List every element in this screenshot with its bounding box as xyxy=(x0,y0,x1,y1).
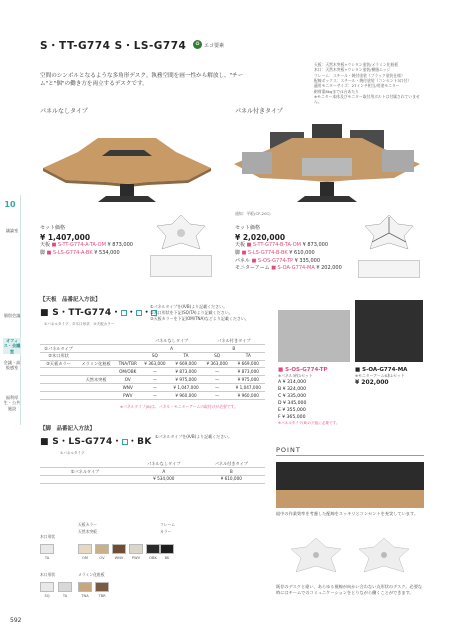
wood-swatch-pwv xyxy=(129,544,143,554)
frame-color-label: カラー xyxy=(160,529,172,534)
price-cell: ¥ 873,000 xyxy=(169,368,202,376)
product-code: ■ S-TT-G774-A-TA-OM xyxy=(51,242,106,249)
top-code-text: ■ S・TT-G774・ xyxy=(40,308,121,318)
table-header-row xyxy=(40,352,265,360)
panel-with-label: パネル付きタイプ xyxy=(235,108,283,115)
row-type: 天然木突板 xyxy=(77,376,115,384)
plan-diagram-panel-none xyxy=(150,212,212,252)
price-label: F xyxy=(278,415,281,421)
table-header-row xyxy=(40,467,265,475)
price-value: ¥ 202,000 xyxy=(316,265,342,272)
price-value: ¥ 534,000 xyxy=(94,249,120,256)
swatch-item xyxy=(40,582,54,599)
arm-product-image xyxy=(355,300,423,362)
point-text-1: 組中の作業効率を考慮した配線をスッキリとコンセントを充実しています。 xyxy=(276,511,419,516)
sidebar-item-label[interactable]: 福利厚生・公共施設 xyxy=(3,395,21,411)
top-color-label: 天板カラー xyxy=(78,522,97,527)
price-row xyxy=(278,386,340,393)
header-label: ②木口形状 xyxy=(40,352,77,360)
arm-product-info xyxy=(355,367,407,386)
header-label: ①パネルタイプ xyxy=(40,467,130,475)
point-image-2 xyxy=(276,530,424,580)
table-row xyxy=(40,376,265,384)
price-row xyxy=(278,379,340,386)
sub-label: ①パネルタイプ xyxy=(44,322,69,326)
ab-header: B xyxy=(203,344,265,352)
price-cell: ¥ 363,000 xyxy=(203,360,232,368)
sidebar-item-label[interactable]: 議論室 xyxy=(5,228,19,233)
melamine-swatch-tna xyxy=(78,582,92,592)
spec-item: 天板：天然木突板+ウレタン塗装/メラミン化粧板 xyxy=(314,62,399,67)
panel-with-caption: 通知：平板(CF-20C) xyxy=(235,211,271,216)
table-header-row xyxy=(40,337,265,344)
spec-item: 適用モニターサイズ：27インチ相当/用途モニター xyxy=(314,83,400,89)
price-value: ¥ 324,000 xyxy=(282,386,307,392)
price-row xyxy=(40,242,133,250)
spec-item: ※モニター本体及びモニター取付用ボルトは付属されていません。 xyxy=(314,93,420,105)
row-type: メラミン化粧板 xyxy=(77,360,115,368)
ab-header: B xyxy=(198,467,266,475)
price-label: 天板 xyxy=(235,242,246,249)
price-cell: — xyxy=(140,391,169,399)
plan-diagram-panel-with xyxy=(358,212,420,252)
edge-label-2: 木口形状 xyxy=(40,572,56,577)
set-price-label: セット価格 xyxy=(235,225,261,231)
swatch-item xyxy=(129,544,143,561)
code-slot-2[interactable] xyxy=(136,310,142,316)
edge-header: SQ xyxy=(203,352,232,360)
edge-swatch xyxy=(40,544,54,554)
swatch-item xyxy=(112,544,126,561)
wood-swatch-ov xyxy=(95,544,109,554)
order-note: ②木口形状を下記(SQ/TA)より記載ください。 xyxy=(150,310,233,315)
swatch-name: PWV xyxy=(131,556,141,561)
price-row xyxy=(278,400,340,407)
sidebar-item-label[interactable]: 会議・高級感室 xyxy=(3,360,21,371)
price-label: A xyxy=(278,379,282,385)
product-code: ■ S-OA-G774-MA xyxy=(271,265,315,272)
panel-product-note: ※パネルタイプ(B)の天板に必要です。 xyxy=(278,421,340,426)
price-cell: ¥ 534,000 xyxy=(130,475,198,483)
swatch-name: WNV xyxy=(114,556,124,561)
price-value: ¥ 873,000 xyxy=(107,242,133,249)
price-value: ¥ 335,000 xyxy=(282,393,307,399)
panel-product-image xyxy=(278,310,350,362)
swatch-name: TNA xyxy=(81,594,89,599)
price-cell: ¥ 669,000 xyxy=(169,360,202,368)
panel-price-list xyxy=(278,379,340,422)
price-label: パネル xyxy=(235,257,251,264)
swatch-name: TBR xyxy=(98,594,106,599)
price-label: 脚 xyxy=(40,249,46,256)
spec-list xyxy=(314,62,422,105)
edge-header: SQ xyxy=(140,352,169,360)
price-cell: — xyxy=(203,391,232,399)
set-price: ¥ 2,020,000 xyxy=(235,232,286,242)
point-divider xyxy=(276,455,424,456)
price-cell: — xyxy=(140,384,169,392)
side-view-diagram xyxy=(358,260,420,278)
arm-product-price: ¥ 202,000 xyxy=(355,378,389,386)
price-cell: ¥ 610,000 xyxy=(198,475,266,483)
price-value: ¥ 335,000 xyxy=(294,257,321,264)
sub-label: ③天板カラー xyxy=(93,322,115,326)
price-label: D xyxy=(278,400,282,406)
edge-swatch-label: TA xyxy=(44,556,50,560)
swatch-item xyxy=(146,544,160,561)
leg-code-suffix: ・BK xyxy=(127,437,152,447)
price-cell: ¥ 960,000 xyxy=(169,391,202,399)
swatch-name: OM xyxy=(82,556,88,561)
swatch-item xyxy=(95,582,109,599)
point-heading: POINT xyxy=(276,446,301,454)
price-cell: ¥ 975,000 xyxy=(169,376,202,384)
price-row xyxy=(40,250,133,258)
leg-sub-label: ①パネルタイプ xyxy=(60,451,85,455)
price-cell: ¥ 1,047,000 xyxy=(232,384,265,392)
swatch-name: OBK xyxy=(149,556,157,561)
product-code: ■ S-OS-G774-TP xyxy=(251,257,293,264)
sidebar-item-label[interactable]: 個別会議 xyxy=(3,313,21,318)
sub-label: ②木口形状 xyxy=(72,322,90,326)
product-image-panel-none xyxy=(38,118,216,206)
page-title: S・TT-G774 S・LS-G774 xyxy=(40,40,187,52)
product-code: ■ S-LS-G774-B-BK xyxy=(241,249,288,256)
row-type xyxy=(77,384,115,392)
leg-order-note: ①パネルタイプを(A/B)より記載ください。 xyxy=(155,434,233,439)
arm-product-code: ■ S-OA-G774-MA xyxy=(355,367,408,373)
table-row xyxy=(40,360,265,368)
point-image-1 xyxy=(276,462,424,508)
swatch-name: SQ xyxy=(44,594,50,599)
spec-item: 木口：天然木突板+ウレタン塗装/樹脂エッジ xyxy=(314,67,391,73)
swatch-name: BK xyxy=(164,556,170,561)
product-code: ■ S-LS-G774-A-BK xyxy=(46,249,93,256)
price-cell: ¥ 960,000 xyxy=(232,391,265,399)
table-row xyxy=(40,475,265,483)
price-label: B xyxy=(278,386,282,392)
swatch-name: OV xyxy=(99,556,105,561)
panel-none-label: パネルなしタイプ xyxy=(40,108,88,115)
row-group xyxy=(40,376,77,384)
wood-swatch-wnv xyxy=(112,544,126,554)
sidebar-item-label[interactable]: オフィス・会議室 xyxy=(3,338,21,354)
row-group: ③天板カラー xyxy=(40,360,77,368)
price-row xyxy=(278,393,340,400)
group-header: パネル付きタイプ xyxy=(203,337,265,344)
panel-product-info xyxy=(278,367,340,426)
table-row xyxy=(40,391,265,399)
spec-item: フレーム：スチール・焼付塗装（ブラック塗装仕様） xyxy=(314,72,405,78)
edge-header: TA xyxy=(169,352,202,360)
group-header: パネルなしタイプ xyxy=(130,460,198,467)
panel-none-prices xyxy=(40,225,133,258)
row-code: WNV xyxy=(115,384,140,392)
wood-swatches xyxy=(78,544,160,561)
top-order-sublabels xyxy=(44,322,114,326)
product-code: ■ S-TT-G774-B-TA-OM xyxy=(246,242,301,249)
price-cell: — xyxy=(203,376,232,384)
price-cell: — xyxy=(203,368,232,376)
eco-label: エコ要素 xyxy=(204,43,225,49)
price-cell: ¥ 363,000 xyxy=(140,360,169,368)
melamine-swatch-tbr xyxy=(95,582,109,592)
price-label: モニターアーム xyxy=(235,265,270,272)
price-cell: ¥ 1,047,000 xyxy=(169,384,202,392)
price-row xyxy=(235,265,342,273)
swatch-item xyxy=(160,544,174,561)
price-row xyxy=(235,242,342,250)
price-value: ¥ 355,000 xyxy=(282,408,306,414)
swatch-item xyxy=(78,582,92,599)
product-image-panel-with xyxy=(232,118,422,206)
price-cell: — xyxy=(140,376,169,384)
price-row xyxy=(235,250,342,258)
row-code: OV xyxy=(115,376,140,384)
swatch-item xyxy=(78,544,92,561)
order-note: ③天板カラーを下記(OM/TNA)などより記載ください。 xyxy=(150,316,249,321)
set-price: ¥ 1,407,000 xyxy=(40,232,91,242)
desk-edge-image xyxy=(276,490,424,508)
page-number: 592 xyxy=(10,617,22,624)
leg-code-text: ■ S・LS-G774・ xyxy=(40,437,122,447)
frame-swatch-bk xyxy=(160,544,174,554)
ab-header: A xyxy=(140,344,202,352)
price-value: ¥ 345,000 xyxy=(283,400,307,406)
row-group xyxy=(40,384,77,392)
wood-label: 天然木突板 xyxy=(78,529,97,534)
row-type xyxy=(77,391,115,399)
spec-item: 耐荷重8kgまで/1台あたり xyxy=(314,88,359,94)
price-value: ¥ 610,000 xyxy=(289,249,315,256)
chapter-tab[interactable]: 10 xyxy=(4,200,16,209)
row-code: OM/OBK xyxy=(115,368,140,376)
wood-swatch-obk xyxy=(146,544,160,554)
ab-header: A xyxy=(130,467,198,475)
point-text-2: 既存のデスクと違い、あらゆる視線が向かい合わない丸形状のデスク。必要な時にはチームでのコミュニケーションをとりながら働くことができます。 xyxy=(276,584,423,596)
price-cell: — xyxy=(140,368,169,376)
wood-swatch-om xyxy=(78,544,92,554)
order-note: ①パネルタイプを(A/B)より記載ください。 xyxy=(150,304,228,309)
price-value: ¥ 365,000 xyxy=(282,415,306,421)
table-row xyxy=(40,368,265,376)
edge-label: 木口形状 xyxy=(40,534,56,539)
set-price-label: セット価格 xyxy=(40,225,66,231)
price-label: 天板 xyxy=(40,242,51,249)
price-cell: ¥ 669,000 xyxy=(232,360,265,368)
top-order-heading: 【天板 品番記入方法】 xyxy=(40,297,101,303)
table-note: ※パネルタイプ(B)は、パネル・モニターアームの取付けが必要です。 xyxy=(120,404,238,409)
price-cell: — xyxy=(203,384,232,392)
price-value: ¥ 314,000 xyxy=(282,379,307,385)
leg-price-table xyxy=(40,460,265,484)
price-label: E xyxy=(278,408,281,414)
edge-swatches-2 xyxy=(40,582,72,599)
edge-header: TA xyxy=(232,352,265,360)
edge-swatch-sq xyxy=(40,582,54,592)
edge-swatch-ta xyxy=(58,582,72,592)
top-order-code: ■ S・TT-G774・ ・ ・ xyxy=(40,308,157,319)
table-row xyxy=(40,384,265,392)
swatch-area xyxy=(40,520,270,610)
price-cell: ¥ 975,000 xyxy=(232,376,265,384)
arm-product-desc: ※モニターアーム6本1セット xyxy=(355,372,405,378)
frame-label: フレーム xyxy=(160,522,176,527)
side-view-diagram xyxy=(150,255,212,277)
table-header-row xyxy=(40,460,265,467)
code-slot-1[interactable] xyxy=(121,310,127,316)
row-type xyxy=(77,368,115,376)
row-group xyxy=(40,391,77,399)
swatch-item xyxy=(58,582,72,599)
panel-product-code: ■ S-OS-G774-TP xyxy=(278,367,328,373)
table-header-row xyxy=(40,344,265,352)
leg-order-code xyxy=(40,437,152,448)
melamine-label: メラミン化粧板 xyxy=(78,572,105,577)
header-label: ①パネルタイプ xyxy=(40,344,77,352)
price-label: C xyxy=(278,393,282,399)
swatch-item xyxy=(95,544,109,561)
melamine-swatches xyxy=(78,582,109,599)
panel-with-prices xyxy=(235,225,342,273)
top-order-notes xyxy=(150,304,249,322)
eco-badge-icon: ♻ xyxy=(193,40,202,49)
price-label: 脚 xyxy=(235,249,241,256)
row-code: PWV xyxy=(115,391,140,399)
price-row xyxy=(278,407,340,414)
row-group xyxy=(40,368,77,376)
group-header: パネル付きタイプ xyxy=(198,460,266,467)
leg-order-heading: 【脚 品番記入方法】 xyxy=(40,426,96,432)
top-price-table xyxy=(40,337,265,400)
swatch-name: TA xyxy=(62,594,68,599)
group-header: パネルなしタイプ xyxy=(140,337,202,344)
spec-item: 配線ボックス：スチール・焼付塗装（コンセント3口付） xyxy=(314,77,412,83)
price-cell: ¥ 873,000 xyxy=(232,368,265,376)
panel-product-desc: ※パネル3枚1セット xyxy=(278,372,313,378)
price-value: ¥ 873,000 xyxy=(302,242,329,249)
row-code: TNA/TBR xyxy=(115,360,140,368)
intro-text: 空間のシンボルとなるような多角形デスク。執務空間を画一性から解放し、"チーム"と"個"の働き方を両立するデスクです。 xyxy=(40,73,244,88)
